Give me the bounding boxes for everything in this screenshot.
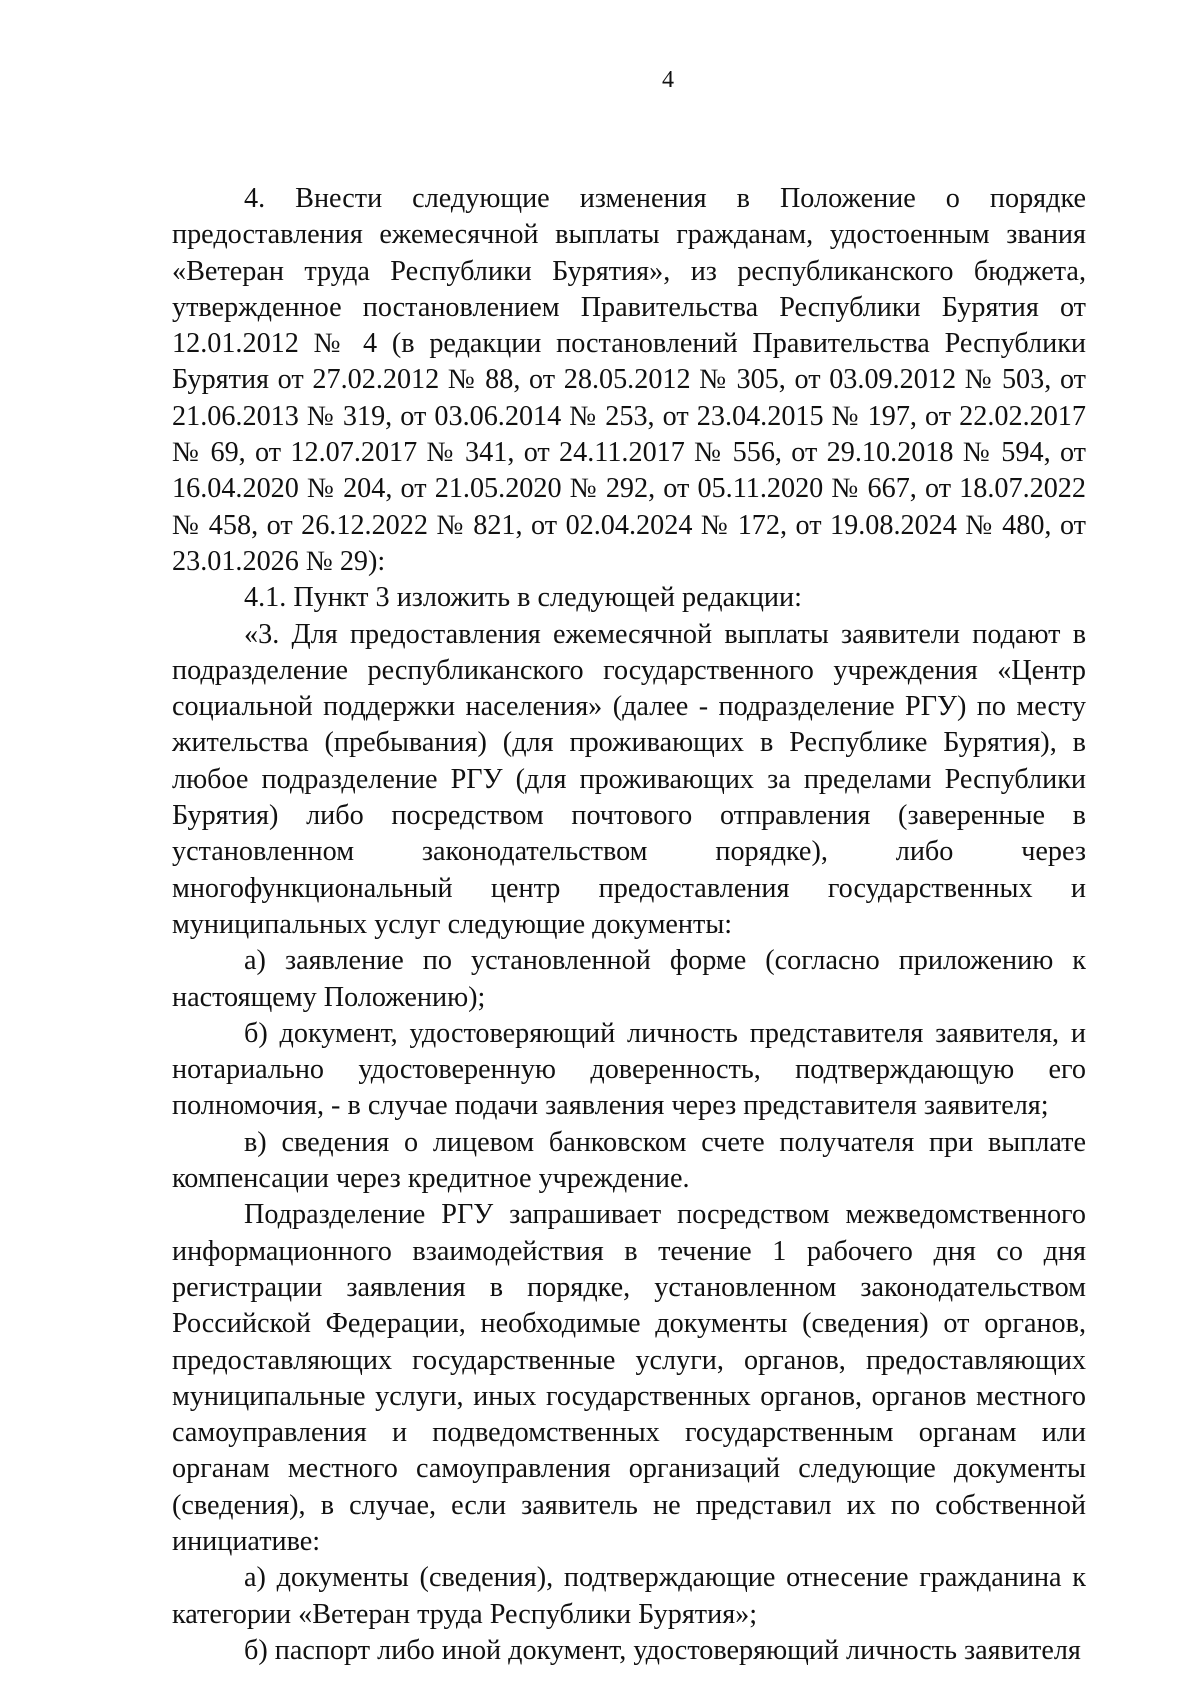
paragraph-item-4-1: 4.1. Пункт 3 изложить в следующей редакции:: [244, 582, 802, 614]
page-number: 4: [662, 67, 674, 93]
paragraph-interagency-request: Подразделение РГУ запрашивает посредством межведомственного информационного взаимодействия в течение 1 рабочего дня со дня регистрации заявления в порядке, установленном законодательством Российской Федерации, необходимые документы (сведения) от органов, предоставляющих государственные услуги, органов, предоставляющих муниципальные услуги, иных государственных органов, органов местного самоуправления и подведомственных государственным органам или органам местного самоуправления организаций следующие документы (сведения), в случае, если заявитель не представил их по собственной инициативе:: [172, 1199, 1086, 1557]
paragraph-request-a-veteran-status: а) документы (сведения), подтверждающие отнесение гражданина к категории «Ветеран труда Республики Бурятия»;: [172, 1562, 1086, 1630]
paragraph-subitem-b-representative: б) документ, удостоверяющий личность представителя заявителя, и нотариально удостоверенную доверенность, подтверждающую его полномочия, - в случае подачи заявления через представителя заявителя;: [172, 1017, 1086, 1122]
paragraph-item-4-amendments: 4. Внести следующие изменения в Положение о порядке предоставления ежемесячной выплаты гражданам, удостоенным звания «Ветеран труда Республики Бурятия», из республиканского бюджета, утвержденное постановлением Правительства Республики Бурятия от 12.01.2012 № 4 (в редакции постановлений Правительства Республики Бурятия от 27.02.2012 № 88, от 28.05.2012 № 305, от 03.09.2012 № 503, от 21.06.2013 № 319, от 03.06.2014 № 253, от 23.04.2015 № 197, от 22.02.2017 № 69, от 12.07.2017 № 341, от 24.11.2017 № 556, от 29.10.2018 № 594, от 16.04.2020 № 204, от 21.05.2020 № 292, от 05.11.2020 № 667, от 18.07.2022 № 458, от 26.12.2022 № 821, от 02.04.2024 № 172, от 19.08.2024 № 480, от 23.01.2026 № 29):: [172, 183, 1086, 577]
paragraph-subitem-v-bank-account: в) сведения о лицевом банковском счете получателя при выплате компенсации через кредитное учреждение.: [172, 1126, 1086, 1195]
document-body: [172, 181, 1086, 1669]
paragraph-subitem-a-application: а) заявление по установленной форме (согласно приложению к настоящему Положению);: [172, 945, 1086, 1013]
paragraph-clause-3: «3. Для предоставления ежемесячной выплаты заявители подают в подразделение республиканского государственного учреждения «Центр социальной поддержки населения» (далее - подразделение РГУ) по месту жительства (пребывания) (для проживающих в Республике Бурятия), в любое подразделение РГУ (для проживающих за пределами Республики Бурятия) либо посредством почтового отправления (заверенные в установленном законодательством порядке), либо через многофункциональный центр предоставления государственных и муниципальных услуг следующие документы:: [172, 618, 1086, 940]
paragraph-request-b-passport: б) паспорт либо иной документ, удостоверяющий личность заявителя: [244, 1634, 1081, 1666]
